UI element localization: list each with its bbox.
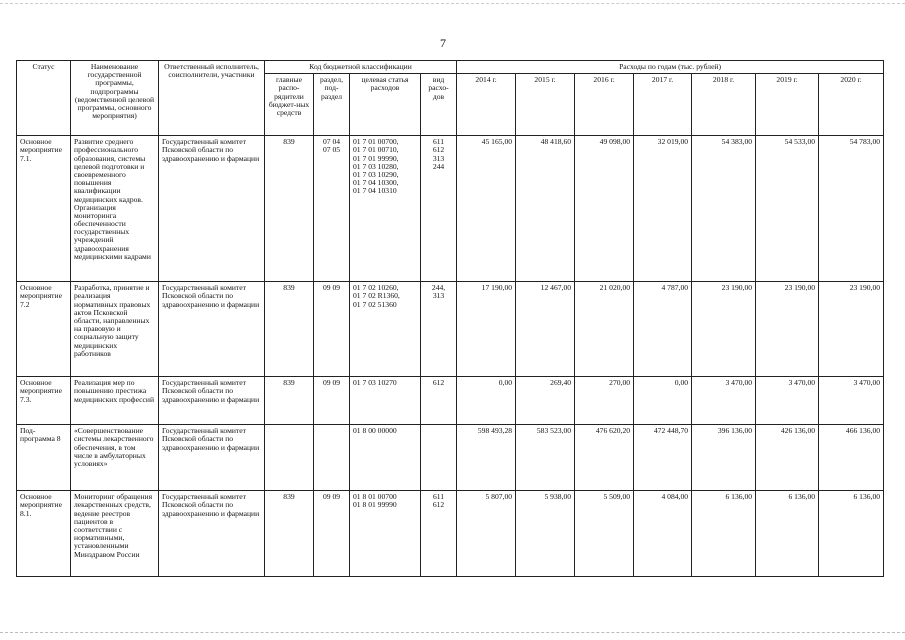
cell-value: 270,00 (575, 377, 634, 425)
cell-name: «Совершенствование системы лекарственного обеспечения, в том числе в амбулаторных условиях» (71, 425, 159, 491)
cell-value: 12 467,00 (516, 282, 575, 377)
cell-name: Развитие среднего профессионального образования, системы целевой подготовки и своевременного повышения квалификации медицинских кадров. Организация мониторинга обеспеченности государственных учреждений здравоохранения медицинскими кадрами (71, 136, 159, 282)
cell-section: 09 09 (314, 377, 350, 425)
cell-value: 3 470,00 (756, 377, 819, 425)
cell-value: 583 523,00 (516, 425, 575, 491)
cell-value: 396 136,00 (692, 425, 756, 491)
cell-value: 5 509,00 (575, 491, 634, 577)
header-year: 2015 г. (516, 74, 575, 136)
cell-type: 611 612 313 244 (421, 136, 457, 282)
cell-name: Реализация мер по повышению престижа медицинских профессий (71, 377, 159, 425)
cell-value: 6 136,00 (692, 491, 756, 577)
cell-value: 3 470,00 (692, 377, 756, 425)
cell-section: 09 09 (314, 282, 350, 377)
cell-value: 472 448,70 (634, 425, 692, 491)
cell-value: 4 084,00 (634, 491, 692, 577)
table-row (17, 282, 884, 377)
cell-section: 07 04 07 05 (314, 136, 350, 282)
cell-value: 6 136,00 (756, 491, 819, 577)
cell-target: 01 8 01 00700 01 8 01 99990 (350, 491, 421, 577)
header-budget-code: Код бюджетной классификации (265, 61, 457, 74)
table-row (17, 425, 884, 491)
header-target: целевая статья расходов (350, 74, 421, 136)
scan-top-edge (0, 3, 905, 4)
cell-target: 01 7 03 10270 (350, 377, 421, 425)
header-year: 2017 г. (634, 74, 692, 136)
cell-type (421, 425, 457, 491)
cell-value: 17 190,00 (457, 282, 516, 377)
cell-executor: Государственный комитет Псковской области по здравоохранению и фармации (159, 282, 265, 377)
budget-table (16, 60, 884, 577)
cell-value: 32 019,00 (634, 136, 692, 282)
cell-name: Разработка, принятие и реализация нормативных правовых актов Псковской области, направленных на правовую и социальную защиту медицинских работников (71, 282, 159, 377)
cell-executor: Государственный комитет Псковской области по здравоохранению и фармации (159, 491, 265, 577)
cell-section (314, 425, 350, 491)
cell-value: 0,00 (634, 377, 692, 425)
cell-value: 54 533,00 (756, 136, 819, 282)
cell-status: Основное мероприятие 8.1. (17, 491, 71, 577)
header-expenses: Расходы по годам (тыс. рублей) (457, 61, 884, 74)
cell-value: 426 136,00 (756, 425, 819, 491)
header-grbs: главные распо-рядители бюджет-ных средств (265, 74, 314, 136)
cell-value: 54 383,00 (692, 136, 756, 282)
header-year: 2018 г. (692, 74, 756, 136)
cell-target: 01 7 02 10260, 01 7 02 R1360, 01 7 02 51360 (350, 282, 421, 377)
cell-value: 598 493,28 (457, 425, 516, 491)
cell-value: 21 020,00 (575, 282, 634, 377)
cell-name: Мониторинг обращения лекарственных средств, ведение реестров пациентов в соответствии с нормативными, установленными Минздравом России (71, 491, 159, 577)
cell-value: 54 783,00 (819, 136, 884, 282)
cell-target: 01 8 00 00000 (350, 425, 421, 491)
cell-grbs: 839 (265, 282, 314, 377)
cell-executor: Государственный комитет Псковской области по здравоохранению и фармации (159, 136, 265, 282)
cell-status: Под-программа 8 (17, 425, 71, 491)
cell-type: 611 612 (421, 491, 457, 577)
cell-value: 5 807,00 (457, 491, 516, 577)
header-status: Статус (17, 61, 71, 136)
cell-type: 244, 313 (421, 282, 457, 377)
table-row (17, 136, 884, 282)
header-type: вид расхо-дов (421, 74, 457, 136)
header-executor: Ответственный исполнитель, соисполнители, участники (159, 61, 265, 136)
cell-grbs: 839 (265, 136, 314, 282)
header-year: 2019 г. (756, 74, 819, 136)
header-year: 2016 г. (575, 74, 634, 136)
header-section: раздел, под-раздел (314, 74, 350, 136)
header-year: 2014 г. (457, 74, 516, 136)
cell-value: 4 787,00 (634, 282, 692, 377)
cell-value: 3 470,00 (819, 377, 884, 425)
cell-section: 09 09 (314, 491, 350, 577)
cell-executor: Государственный комитет Псковской области по здравоохранению и фармации (159, 377, 265, 425)
table-row (17, 491, 884, 577)
cell-value: 48 418,60 (516, 136, 575, 282)
cell-status: Основное мероприятие 7.2 (17, 282, 71, 377)
scan-bottom-edge (0, 632, 905, 633)
cell-value: 23 190,00 (756, 282, 819, 377)
cell-value: 23 190,00 (819, 282, 884, 377)
cell-grbs: 839 (265, 377, 314, 425)
cell-status: Основное мероприятие 7.1. (17, 136, 71, 282)
header-year: 2020 г. (819, 74, 884, 136)
cell-grbs (265, 425, 314, 491)
cell-value: 466 136,00 (819, 425, 884, 491)
table-row (17, 377, 884, 425)
cell-value: 23 190,00 (692, 282, 756, 377)
cell-value: 0,00 (457, 377, 516, 425)
cell-value: 45 165,00 (457, 136, 516, 282)
cell-target: 01 7 01 00700, 01 7 01 00710, 01 7 01 99990, 01 7 03 10280, 01 7 03 10290, 01 7 04 10300, 01 7 04 10310 (350, 136, 421, 282)
cell-type: 612 (421, 377, 457, 425)
page-number: 7 (440, 36, 446, 50)
cell-status: Основное мероприятие 7.3. (17, 377, 71, 425)
cell-value: 476 620,20 (575, 425, 634, 491)
cell-value: 49 098,00 (575, 136, 634, 282)
cell-executor: Государственный комитет Псковской области по здравоохранению и фармации (159, 425, 265, 491)
cell-value: 6 136,00 (819, 491, 884, 577)
header-name: Наименование государственной программы, подпрограммы (ведомственной целевой программы, основного мероприятия) (71, 61, 159, 136)
cell-value: 269,40 (516, 377, 575, 425)
cell-value: 5 938,00 (516, 491, 575, 577)
cell-grbs: 839 (265, 491, 314, 577)
